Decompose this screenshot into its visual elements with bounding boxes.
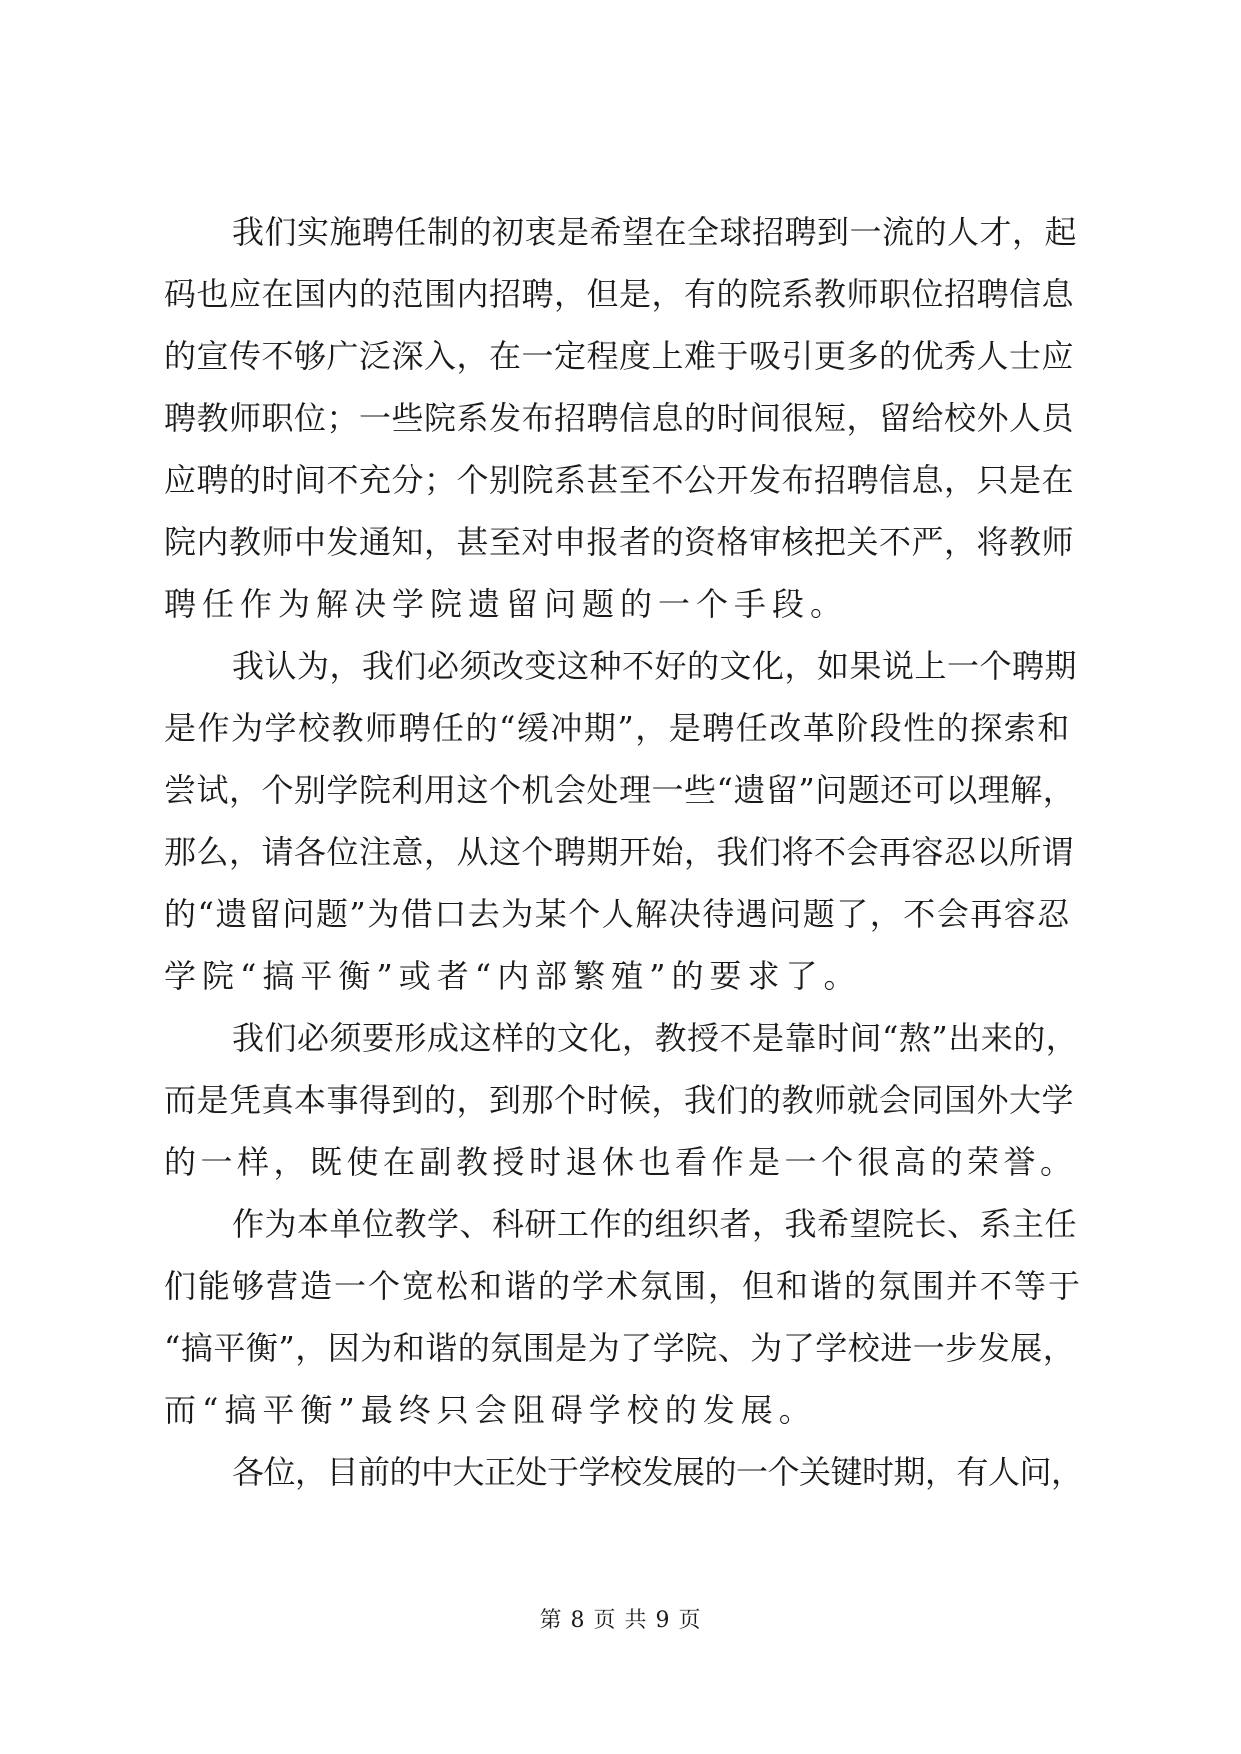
paragraph-4-line-4: 而“搞平衡”最终只会阻碍学校的发展。 xyxy=(164,1391,817,1429)
paragraph-2-line-3: 尝试，个别学院利用这个机会处理一些“遗留”问题还可以理解， xyxy=(164,771,1076,809)
paragraph-2-line-6: 学院“搞平衡”或者“内部繁殖”的要求了。 xyxy=(164,957,862,995)
paragraph-4-line-2: 们能够营造一个宽松和谐的学术氛围，但和谐的氛围并不等于 xyxy=(164,1267,1083,1305)
paragraph-1-line-5: 应聘的时间不充分；个别院系甚至不公开发布招聘信息，只是在 xyxy=(164,461,1075,499)
paragraph-4-line-3: “搞平衡”，因为和谐的氛围是为了学院、为了学校进一步发展， xyxy=(164,1329,1076,1367)
paragraph-2-line-4: 那么，请各位注意，从这个聘期开始，我们将不会再容忍以所谓 xyxy=(164,833,1075,871)
paragraph-5-line-1: 各位，目前的中大正处于学校发展的一个关键时期，有人问， xyxy=(232,1453,1083,1491)
paragraph-3-line-1: 我们必须要形成这样的文化，教授不是靠时间“熬”出来的， xyxy=(232,1019,1079,1057)
paragraph-2-line-5: 的“遗留问题”为借口去为某个人解决待遇问题了，不会再容忍 xyxy=(164,895,1071,933)
paragraph-1-line-4: 聘教师职位；一些院系发布招聘信息的时间很短，留给校外人员 xyxy=(164,399,1075,437)
paragraph-4-line-1: 作为本单位教学、科研工作的组织者，我希望院长、系主任 xyxy=(232,1205,1078,1243)
paragraph-1-line-7: 聘任作为解决学院遗留问题的一个手段。 xyxy=(164,585,849,623)
paragraph-1-line-1: 我们实施聘任制的初衷是希望在全球招聘到一流的人才，起 xyxy=(232,213,1078,251)
paragraph-3-line-3: 的一样，既使在副教授时退休也看作是一个很高的荣誉。 xyxy=(164,1143,1077,1181)
paragraph-1-line-6: 院内教师中发通知，甚至对申报者的资格审核把关不严，将教师 xyxy=(164,523,1075,561)
paragraph-2-line-1: 我认为，我们必须改变这种不好的文化，如果说上一个聘期 xyxy=(232,647,1078,685)
paragraph-1-line-3: 的宣传不够广泛深入，在一定程度上难于吸引更多的优秀人士应 xyxy=(164,337,1075,375)
paragraph-3-line-2: 而是凭真本事得到的，到那个时候，我们的教师就会同国外大学 xyxy=(164,1081,1075,1119)
paragraph-2-line-2: 是作为学校教师聘任的“缓冲期”，是聘任改革阶段性的探索和 xyxy=(164,709,1071,747)
paragraph-1-line-2: 码也应在国内的范围内招聘，但是，有的院系教师职位招聘信息 xyxy=(164,275,1075,313)
page-number-footer: 第 8 页 共 9 页 xyxy=(539,1608,702,1633)
